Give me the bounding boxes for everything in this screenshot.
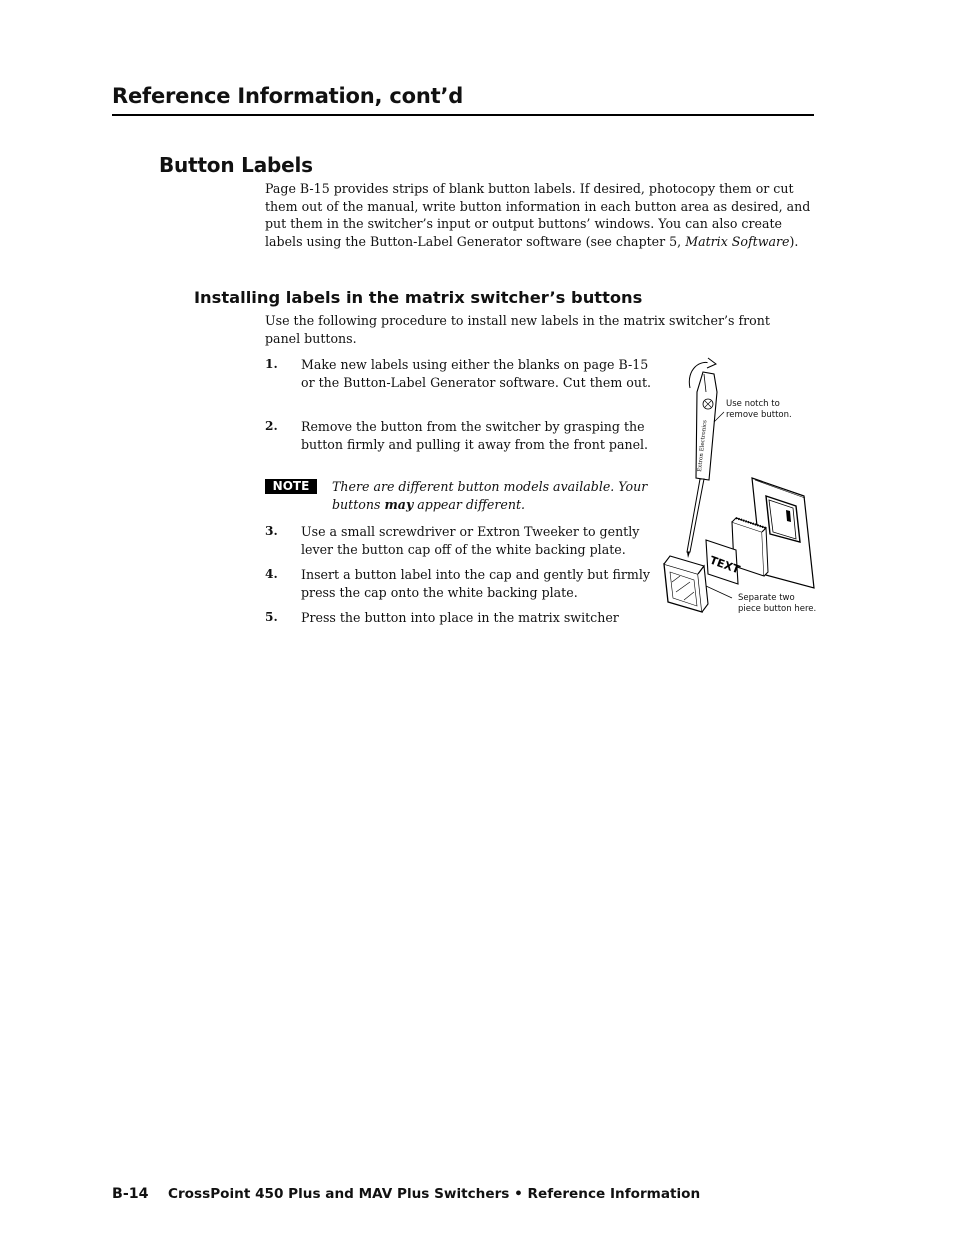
rotation-arrow-head [707,358,716,368]
note-text [332,478,652,513]
illustration-drawing [656,352,818,624]
screwdriver-shaft [687,479,704,552]
step-text: Use a small screwdriver or Extron Tweeker to gently lever the button cap off of the white backing plate. [301,524,640,557]
intro-text-end: ). [789,234,799,250]
step-text: Make new labels using either the blanks on page B-15 or the Button-Label Generator software. Cut them out. [301,357,652,390]
label-card-text: TEXT [707,553,742,577]
note-text-part: appear different. [413,496,526,512]
callout-use-notch: Use notch to remove button. [726,399,792,420]
section-intro-paragraph [265,180,813,251]
step-number: 2. [265,419,278,433]
step-text: Press the button into place in the matrix switcher [301,610,619,625]
footer-document-title: CrossPoint 450 Plus and MAV Plus Switchers • Reference Information [168,1186,701,1202]
separate-leader-line [706,586,732,598]
footer-page-number: B-14 [112,1186,149,1202]
running-header-title: Reference Information, cont’d [112,84,464,108]
section-title: Button Labels [159,153,313,177]
procedure-intro: Use the following procedure to install new labels in the matrix switcher’s front panel buttons. [265,313,770,346]
step-number: 4. [265,567,278,581]
step-number: 3. [265,524,278,538]
intro-italic-reference: Matrix Software [685,234,790,250]
screwdriver-tip [687,552,690,558]
tool-brand-text: Extron Electronics [697,419,709,473]
subsection-title: Installing labels in the matrix switcher’s buttons [194,288,643,307]
intro-text: Page B-15 provides strips of blank button labels. If desired, photocopy them or cut them out of the manual, write button information in each button area as desired, and put them in the switcher’s input or output buttons’ windows. You can also create labels using the Button-Label Generator software (see chapter 5, [265,181,811,250]
step-number: 1. [265,357,278,371]
note-emphasis: may [384,496,414,512]
note-text-part: There are different button models available. Your buttons [332,479,648,512]
step-text: Insert a button label into the cap and gently but firmly press the cap onto the white backing plate. [301,567,650,600]
header-rule [112,114,814,116]
note-badge: NOTE [265,479,317,494]
callout-separate-button: Separate two piece button here. [738,593,817,614]
step-number: 5. [265,610,278,624]
button-removal-illustration [656,352,818,624]
step-text: Remove the button from the switcher by grasping the button firmly and pulling it away from the front panel. [301,419,649,452]
